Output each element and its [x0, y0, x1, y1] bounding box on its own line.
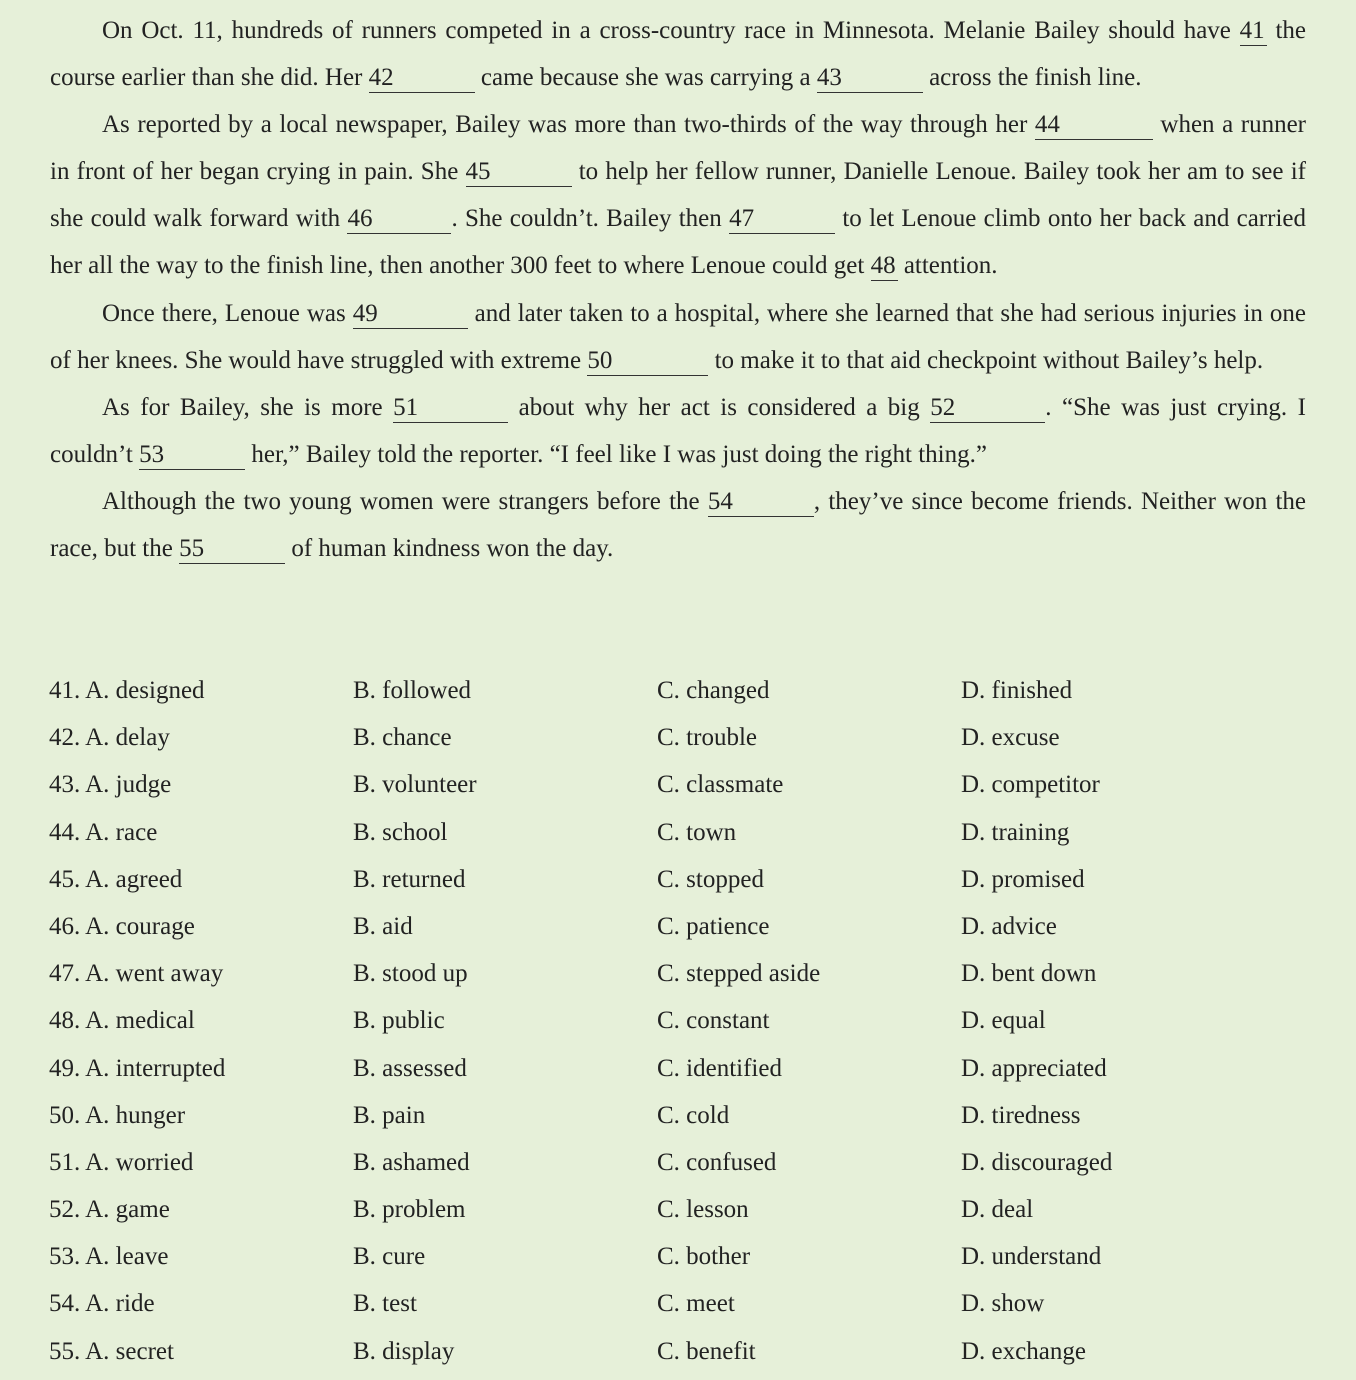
option-b[interactable]: B. volunteer — [353, 771, 477, 799]
question-row-46 — [49, 903, 1309, 950]
passage-text: across the finish line. — [922, 64, 1142, 92]
option-a[interactable]: 46. A. courage — [49, 912, 195, 940]
paragraph-3 — [50, 290, 1306, 384]
option-b[interactable]: B. returned — [353, 865, 466, 893]
passage-text: came because she was carrying a — [474, 64, 817, 92]
option-b[interactable]: B. test — [353, 1290, 417, 1318]
option-b[interactable]: B. cure — [353, 1243, 426, 1271]
option-d[interactable]: D. exchange — [961, 1337, 1086, 1365]
option-a[interactable]: 48. A. medical — [49, 1007, 195, 1035]
option-a[interactable]: 45. A. agreed — [49, 865, 183, 893]
passage-text: Once there, Lenoue was — [102, 299, 353, 327]
passage-text: , they’ve since become friends. Neither won the race, but the — [50, 487, 1306, 563]
question-row-41 — [49, 667, 1309, 714]
option-b[interactable]: B. aid — [353, 912, 413, 940]
blank-46[interactable]: 46 — [347, 204, 451, 234]
question-row-48 — [49, 997, 1309, 1044]
cloze-passage — [50, 7, 1306, 572]
option-a[interactable]: 50. A. hunger — [49, 1101, 186, 1129]
passage-text: As for Bailey, she is more — [102, 393, 394, 421]
passage-text: to let Lenoue climb onto her back and carried her all the way to the finish line, then another 300 feet to where Lenoue could get — [50, 205, 1306, 280]
question-row-49 — [49, 1045, 1309, 1092]
option-d[interactable]: D. finished — [961, 677, 1073, 704]
blank-50[interactable]: 50 — [587, 346, 708, 376]
option-c[interactable]: C. patience — [657, 912, 770, 940]
answer-options — [49, 667, 1309, 1375]
option-a[interactable]: 55. A. secret — [49, 1337, 174, 1365]
option-b[interactable]: B. public — [353, 1007, 445, 1035]
question-row-54 — [49, 1280, 1309, 1327]
option-c[interactable]: C. classmate — [657, 771, 784, 799]
passage-text: the course earlier than she did. Her — [50, 17, 1306, 92]
option-b[interactable]: B. problem — [353, 1196, 466, 1224]
question-row-51 — [49, 1139, 1309, 1186]
passage-text: and later taken to a hospital, where she learned that she had serious injuries in one of her knees. She would have struggled with extreme — [50, 299, 1306, 374]
question-row-43 — [49, 761, 1309, 808]
option-b[interactable]: B. school — [353, 818, 448, 846]
option-d[interactable]: D. promised — [961, 865, 1085, 893]
option-b[interactable]: B. assessed — [353, 1054, 467, 1082]
blank-49[interactable]: 49 — [353, 299, 468, 329]
option-c[interactable]: C. bother — [657, 1243, 751, 1271]
paragraph-4 — [50, 384, 1306, 478]
option-d[interactable]: D. competitor — [961, 771, 1100, 799]
option-c[interactable]: C. confused — [657, 1148, 777, 1176]
question-row-52 — [49, 1186, 1309, 1233]
option-d[interactable]: D. show — [961, 1290, 1045, 1318]
paragraph-1 — [50, 7, 1306, 101]
option-d[interactable]: D. appreciated — [961, 1054, 1107, 1082]
option-a[interactable]: 52. A. game — [49, 1196, 170, 1224]
passage-text: when a runner in front of her began crying in pain. She — [50, 111, 1306, 186]
option-d[interactable]: D. advice — [961, 912, 1057, 940]
question-row-47 — [49, 950, 1309, 997]
question-row-55 — [49, 1328, 1309, 1375]
option-c[interactable]: C. meet — [657, 1290, 735, 1318]
blank-45[interactable]: 45 — [466, 157, 572, 187]
option-c[interactable]: C. benefit — [657, 1337, 756, 1365]
option-d[interactable]: D. excuse — [961, 724, 1060, 752]
option-a[interactable]: 49. A. interrupted — [49, 1054, 226, 1082]
option-b[interactable]: B. ashamed — [353, 1148, 470, 1176]
passage-text: to make it to that aid checkpoint without Bailey’s help. — [708, 346, 1264, 374]
blank-48[interactable]: 48 — [870, 252, 896, 280]
blank-43[interactable]: 43 — [817, 63, 923, 93]
blank-54[interactable]: 54 — [708, 487, 814, 517]
option-a[interactable]: 51. A. worried — [49, 1148, 194, 1176]
passage-text: . “She was just crying. I couldn’t — [50, 393, 1306, 468]
passage-text: of human kindness won the day. — [285, 535, 614, 563]
option-d[interactable]: D. discouraged — [961, 1148, 1113, 1176]
question-row-45 — [49, 856, 1309, 903]
passage-text: . She couldn’t. Bailey then — [451, 205, 730, 233]
option-d[interactable]: D. training — [961, 818, 1070, 846]
option-d[interactable]: D. bent down — [961, 960, 1097, 988]
question-row-53 — [49, 1233, 1309, 1280]
passage-text: Although the two young women were strangers before the — [102, 487, 708, 515]
question-row-44 — [49, 809, 1309, 856]
option-a[interactable]: 47. A. went away — [49, 960, 224, 988]
option-a[interactable]: 43. A. judge — [49, 771, 172, 799]
option-d[interactable]: D. understand — [961, 1243, 1102, 1271]
passage-text: to help her fellow runner, Danielle Lenoue. Bailey took her am to see if she could walk forward with — [50, 158, 1306, 233]
option-d[interactable]: D. tiredness — [961, 1101, 1081, 1129]
option-a[interactable]: 54. A. ride — [49, 1290, 155, 1318]
option-c[interactable]: C. changed — [657, 677, 770, 704]
option-c[interactable]: C. identified — [657, 1054, 782, 1082]
paragraph-2 — [50, 101, 1306, 289]
option-a[interactable]: 53. A. leave — [49, 1243, 169, 1271]
option-b[interactable]: B. pain — [353, 1101, 426, 1129]
option-b[interactable]: B. stood up — [353, 960, 468, 988]
blank-55[interactable]: 55 — [179, 534, 285, 564]
option-a[interactable]: 41. A. designed — [49, 677, 205, 704]
option-c[interactable]: C. stepped aside — [657, 960, 821, 988]
blank-51[interactable]: 51 — [393, 393, 508, 423]
passage-text: about why her act is considered a big — [508, 393, 931, 421]
option-c[interactable]: C. trouble — [657, 724, 757, 752]
passage-text: her,” Bailey told the reporter. “I feel like I was just doing the right thing.” — [245, 440, 987, 468]
option-c[interactable]: C. constant — [657, 1007, 770, 1035]
option-a[interactable]: 42. A. delay — [49, 724, 170, 752]
option-b[interactable]: B. chance — [353, 724, 452, 752]
option-d[interactable]: D. deal — [961, 1196, 1034, 1224]
passage-text: attention. — [897, 252, 998, 280]
paragraph-5 — [50, 478, 1306, 572]
option-c[interactable]: C. town — [657, 818, 737, 846]
question-row-42 — [49, 714, 1309, 761]
option-b[interactable]: B. followed — [353, 677, 472, 704]
blank-41[interactable]: 41 — [1239, 17, 1265, 44]
blank-42[interactable]: 42 — [369, 63, 475, 93]
passage-text: On Oct. 11, hundreds of runners competed in a cross-country race in Minnesota. Melanie Bailey should have — [102, 17, 1240, 44]
option-c[interactable]: C. stopped — [657, 865, 764, 893]
option-a[interactable]: 44. A. race — [49, 818, 158, 846]
option-c[interactable]: C. cold — [657, 1101, 730, 1129]
option-b[interactable]: B. display — [353, 1337, 455, 1365]
option-c[interactable]: C. lesson — [657, 1196, 749, 1224]
blank-47[interactable]: 47 — [729, 204, 835, 234]
question-row-50 — [49, 1092, 1309, 1139]
option-d[interactable]: D. equal — [961, 1007, 1046, 1035]
blank-44[interactable]: 44 — [1035, 110, 1153, 140]
blank-52[interactable]: 52 — [930, 393, 1045, 423]
blank-53[interactable]: 53 — [139, 440, 245, 470]
passage-text: As reported by a local newspaper, Bailey was more than two-thirds of the way through her — [102, 111, 1035, 139]
